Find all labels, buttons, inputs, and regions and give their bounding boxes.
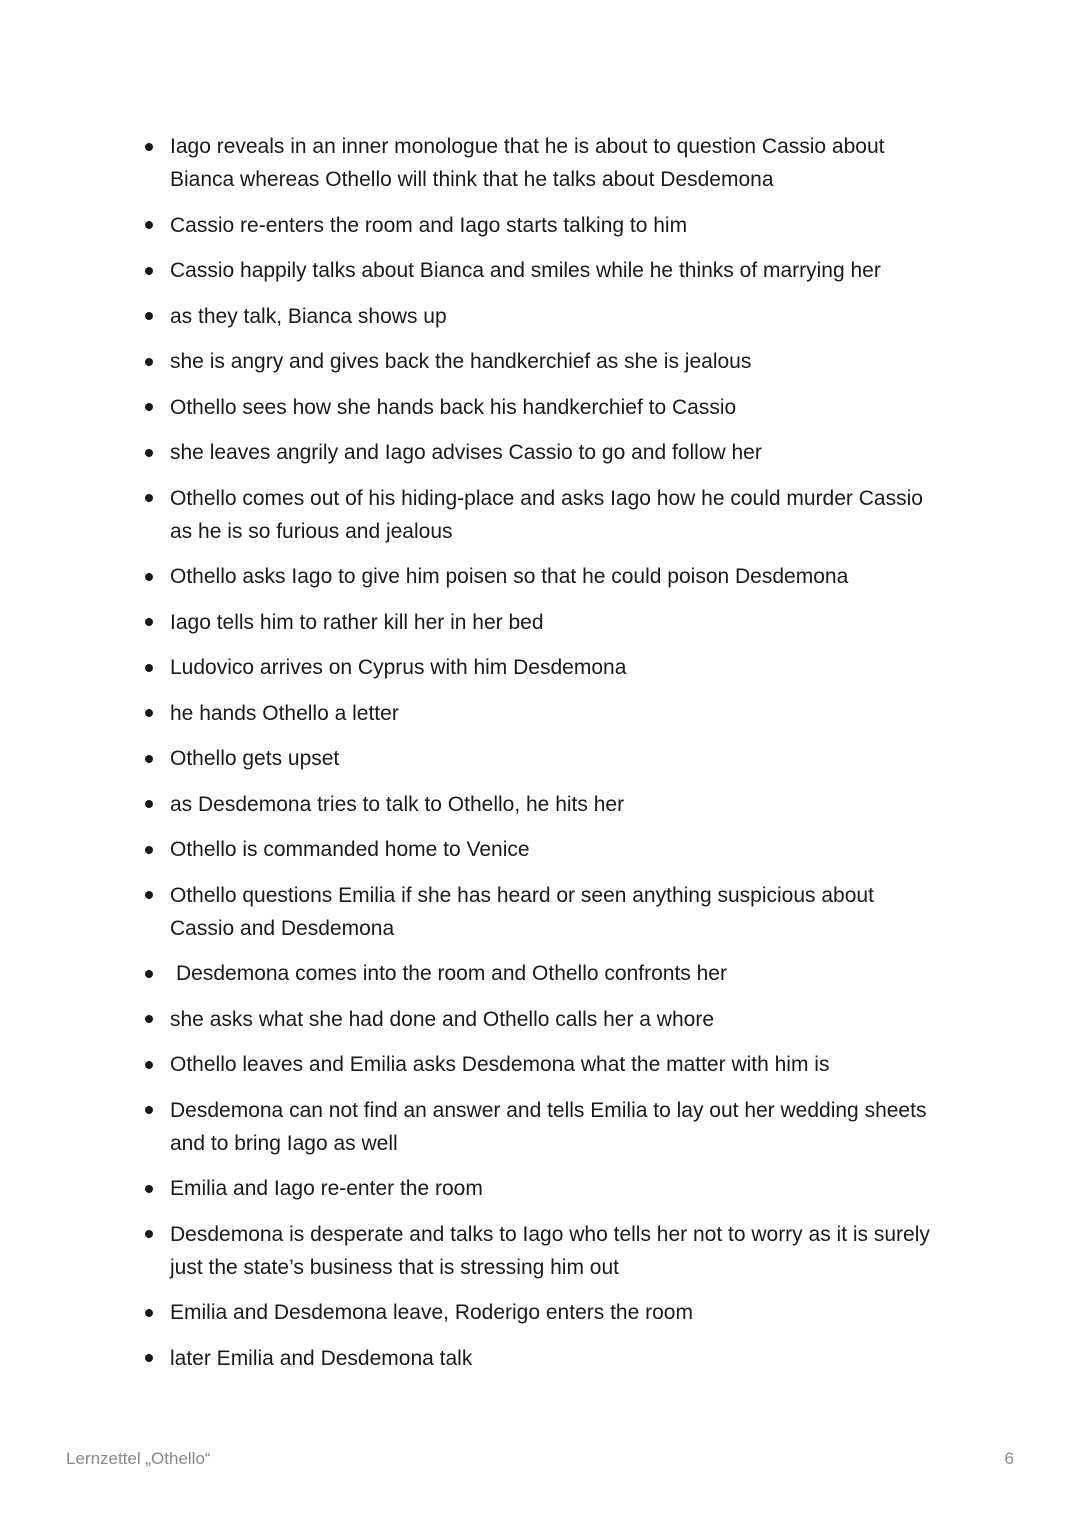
bullet-icon bbox=[145, 970, 153, 978]
bullet-icon bbox=[145, 143, 153, 151]
list-item: Othello asks Iago to give him poisen so that he could poison Desdemona bbox=[140, 560, 930, 593]
bullet-icon bbox=[145, 403, 153, 411]
bullet-icon bbox=[145, 800, 153, 808]
list-item: he hands Othello a letter bbox=[140, 697, 930, 730]
list-item: she asks what she had done and Othello calls her a whore bbox=[140, 1003, 930, 1036]
list-item: Iago reveals in an inner monologue that he is about to question Cassio about Bianca whereas Othello will think that he talks about Desdemona bbox=[140, 130, 930, 196]
bullet-icon bbox=[145, 891, 153, 899]
bullet-icon bbox=[145, 709, 153, 717]
list-item: Iago tells him to rather kill her in her bed bbox=[140, 606, 930, 639]
bullet-icon bbox=[145, 1230, 153, 1238]
list-item: Cassio happily talks about Bianca and smiles while he thinks of marrying her bbox=[140, 254, 930, 287]
bullet-icon bbox=[145, 755, 153, 763]
bullet-icon bbox=[145, 494, 153, 502]
bullet-icon bbox=[145, 1354, 153, 1362]
list-item: Othello sees how she hands back his handkerchief to Cassio bbox=[140, 391, 930, 424]
bullet-icon bbox=[145, 1015, 153, 1023]
bullet-icon bbox=[145, 449, 153, 457]
list-item: as they talk, Bianca shows up bbox=[140, 300, 930, 333]
list-item: Desdemona can not find an answer and tells Emilia to lay out her wedding sheets and to bring Iago as well bbox=[140, 1094, 930, 1160]
list-item: later Emilia and Desdemona talk bbox=[140, 1342, 930, 1375]
list-item: Desdemona is desperate and talks to Iago who tells her not to worry as it is surely just the state’s business that is stressing him out bbox=[140, 1218, 930, 1284]
bullet-icon bbox=[145, 267, 153, 275]
bullet-icon bbox=[145, 1106, 153, 1114]
bullet-icon bbox=[145, 618, 153, 626]
list-item: Desdemona comes into the room and Othello confronts her bbox=[140, 957, 930, 990]
list-item: Emilia and Desdemona leave, Roderigo enters the room bbox=[140, 1296, 930, 1329]
list-item: she leaves angrily and Iago advises Cassio to go and follow her bbox=[140, 436, 930, 469]
list-item: Cassio re-enters the room and Iago starts talking to him bbox=[140, 209, 930, 242]
bullet-icon bbox=[145, 1185, 153, 1193]
bullet-icon bbox=[145, 664, 153, 672]
list-item: Othello comes out of his hiding-place and asks Iago how he could murder Cassio as he is so furious and jealous bbox=[140, 482, 930, 548]
bullet-icon bbox=[145, 1061, 153, 1069]
bullet-icon bbox=[145, 221, 153, 229]
list-item: Othello leaves and Emilia asks Desdemona what the matter with him is bbox=[140, 1048, 930, 1081]
bullet-icon bbox=[145, 358, 153, 366]
bullet-icon bbox=[145, 846, 153, 854]
list-item: Emilia and Iago re-enter the room bbox=[140, 1172, 930, 1205]
list-item: Othello gets upset bbox=[140, 742, 930, 775]
list-item: Ludovico arrives on Cyprus with him Desdemona bbox=[140, 651, 930, 684]
list-item: Othello is commanded home to Venice bbox=[140, 833, 930, 866]
page-number: 6 bbox=[1004, 1449, 1014, 1468]
list-item: Othello questions Emilia if she has heard or seen anything suspicious about Cassio and Desdemona bbox=[140, 879, 930, 945]
list-item: she is angry and gives back the handkerchief as she is jealous bbox=[140, 345, 930, 378]
footer-title: Lernzettel „Othello“ bbox=[66, 1449, 211, 1468]
list-item: as Desdemona tries to talk to Othello, he hits her bbox=[140, 788, 930, 821]
bullet-icon bbox=[145, 1309, 153, 1317]
bullet-icon bbox=[145, 312, 153, 320]
bullet-list bbox=[140, 130, 930, 1387]
bullet-icon bbox=[145, 573, 153, 581]
